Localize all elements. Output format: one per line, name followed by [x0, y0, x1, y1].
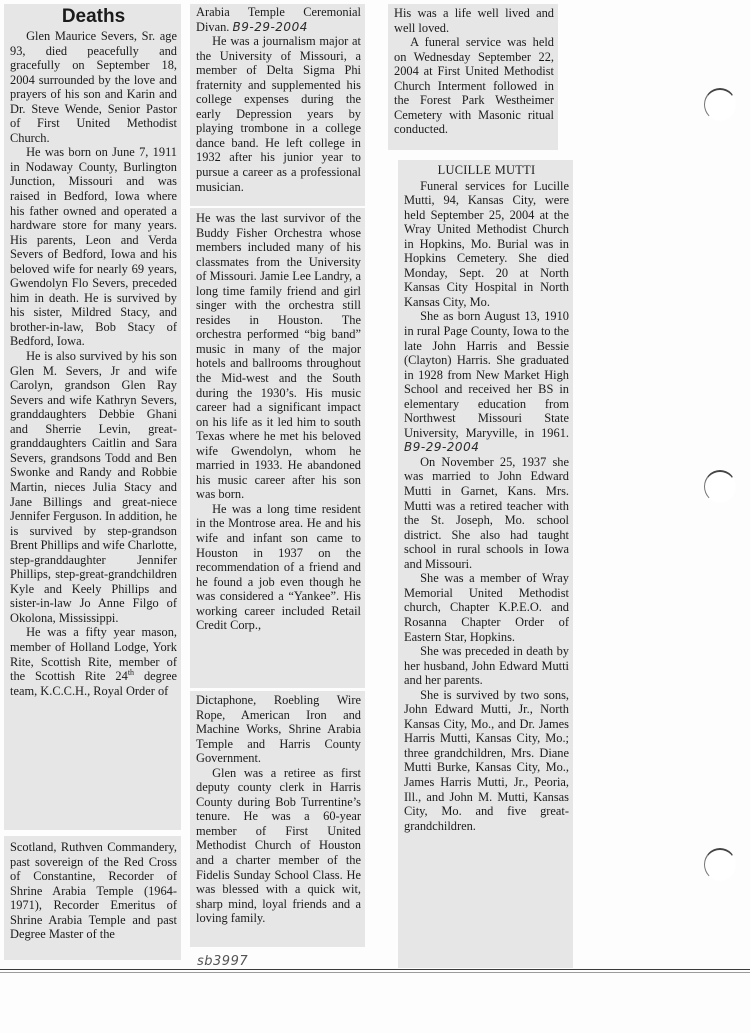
handwritten-date: B9-29-2004: [232, 19, 308, 34]
obituary-paragraph: He was a long time resident in the Montrose area. He and his wife and infant son came to Houston in 1937 on the recommendation of a friend and he found a job even though he was considered a “Yankee”. His working career included Retail Credit Corp.,: [196, 501, 361, 633]
ordinal-superscript: th: [127, 667, 135, 677]
page-heading: Deaths: [61, 6, 126, 27]
handwritten-date: B9-29-2004: [404, 440, 480, 455]
punch-hole-middle: [704, 470, 736, 503]
clipping-severs-col2-mid: [190, 208, 365, 688]
obituary-paragraph: She is survived by two sons, John Edward Mutti, Jr., North Kansas City, Mo., and Dr. James Harris Mutti, Kansas City, Mo.; three grandchildren, Mrs. Diane Mutti Burke, Kansas City, Mo., James Harris Mutti, Jr., Peoria, Ill., and John M. Mutti, Kansas City, Mo. and five great-grandchildren.: [404, 687, 569, 833]
clipping-severs-col2-bottom: [190, 691, 365, 947]
obituary-paragraph: [196, 5, 361, 34]
punch-hole-bottom: [704, 848, 736, 881]
obituary-paragraph: [10, 625, 177, 698]
clipping-mutti: [398, 160, 573, 968]
obituary-paragraph: A funeral service was held on Wednesday September 22, 2004 at First United Methodist Church Interment followed in the Forest Park Westheimer Cemetery with Masonic ritual conducted.: [394, 35, 554, 137]
clipping-severs-col1-bottom: [4, 836, 181, 960]
obituary-paragraph: Funeral services for Lucille Mutti, 94, Kansas City, were held September 25, 2004 at the Wray United Methodist Church in Hopkins, Mo. Burial was in Hopkins Cemetery. She died Monday, Sept. 20 at North Kansas City Hospital in North Kansas City, Mo.: [404, 178, 569, 309]
mason-text-end: degree team, K.C.C.H., Royal Order of: [10, 669, 177, 698]
obituary-paragraph: He is also survived by his son Glen M. Severs, Jr and wife Carolyn, grandson Glen Ray Severs and wife Kathryn Severs, granddaughters Debbie Ghani and Sherrie Levin, great-granddaughters Caitlin and Sara Severs, grandsons Todd and Ben Swonke and Randy and Robbie Martin, nieces Julia Stacy and Jane Billings and great-niece Jennifer Ferguson. In addition, he is survived by step-grandson Brent Phillips and wife Charlotte, step-granddaughter Jennifer Phillips, step-great-grandchildren Kyle and Keely Phillips and sister-in-law Jo Anne Filgo of Okolona, Mississippi.: [10, 349, 178, 625]
obituary-paragraph: [404, 309, 569, 454]
obituary-paragraph: His was a life well lived and well loved.: [394, 6, 554, 35]
clipping-severs-col1-top: [4, 4, 181, 830]
obituary-paragraph: Dictaphone, Roebling Wire Rope, American Iron and Machine Works, Shrine Arabia Temple and Harris County Government.: [196, 693, 361, 766]
catalog-number: sb3997: [197, 954, 249, 969]
obituary-paragraph: He was a journalism major at the University of Missouri, a member of Delta Sigma Phi fraternity and supplemented his college expenses during the early Depression years by playing trombone in a college dance band. He left college in 1932 after his junior year to pursue a career as a professional musician.: [196, 34, 361, 194]
obituary-paragraph: He was born on June 7, 1911 in Nodaway County, Burlington Junction, Missouri and was raised in Bedford, Iowa where his father owned and operated a hardware store for many years. His parents, Leon and Verda Severs of Bedford, Iowa and his beloved wife for nearly 69 years, Gwendolyn Flo Severs, preceded him in death. He is survived by his sister, Mildred Stacy, and brother-in-law, Bob Stacy of Bedford, Iowa.: [10, 145, 177, 349]
obituary-paragraph: He was the last survivor of the Buddy Fisher Orchestra whose members included many of his classmates from the University of Missouri. Jamie Lee Landry, a long time family friend and girl singer with the orchestra still resides in Houston. The orchestra performed “big band” music in many of the major hotels and ballrooms throughout the Mid-west and the South during the 1930’s. His music career had a significant impact on his life as it led him to south Texas where he met his beloved wife Gwendolyn, whom he married in 1933. He abandoned his music career after his son was born.: [196, 211, 361, 502]
page-bottom-edge-shadow: [0, 972, 750, 973]
obituary-paragraph: She was preceded in death by her husband, John Edward Mutti and her parents.: [404, 644, 569, 688]
mason-text-start: He was a fifty year mason, member of Holland Lodge, York Rite, Scottish Rite, member of the Scottish Rite 24: [10, 625, 177, 684]
obituary-text: Arabia Temple Ceremonial Divan.: [196, 5, 361, 34]
clipping-severs-col3-top: [388, 4, 558, 150]
obituary-paragraph: On November 25, 1937 she was married to John Edward Mutti in Garnet, Kans. Mrs. Mutti was a retired teacher with the St. Joseph, Mo. school district. She also had taught school in rural schools in Iowa and Missouri.: [404, 454, 569, 571]
punch-hole-top: [704, 88, 736, 121]
obituary-text: She as born August 13, 1910 in rural Page County, Iowa to the late John Harris and Bessie (Clayton) Harris. She graduated in 1928 from New Market High School and received her BS in elementary education from Northwest Missouri State University, Maryville, in 1961.: [404, 309, 569, 440]
clipping-severs-col2-top: [190, 4, 365, 206]
obituary-paragraph: She was a member of Wray Memorial United Methodist church, Chapter K.P.E.O. and Rosanna Chapter Order of Eastern Star, Hopkins.: [404, 571, 569, 644]
page-bottom-edge: [0, 969, 750, 970]
obituary-heading: LUCILLE MUTTI: [437, 163, 536, 177]
obituary-paragraph: Glen Maurice Severs, Sr. age 93, died peacefully and gracefully on September 18, 2004 surrounded by the love and prayers of his son and Karin and Dr. Steve Wende, Senior Pastor of First United Methodist Church.: [10, 29, 177, 145]
obituary-paragraph: Glen was a retiree as first deputy county clerk in Harris County during Bob Turrentine’s tenure. He was a 60-year member of First United Methodist Church of Houston and a charter member of the Fidelis Sunday School Class. He was blessed with a quick wit, sharp mind, loyal friends and a loving family.: [196, 765, 361, 926]
obituary-paragraph: Scotland, Ruthven Commandery, past sovereign of the Red Cross of Constantine, Recorder of Shrine Arabia Temple (1964-1971), Recorder Emeritus of Shrine Arabia Temple and past Degree Master of the: [10, 840, 177, 942]
